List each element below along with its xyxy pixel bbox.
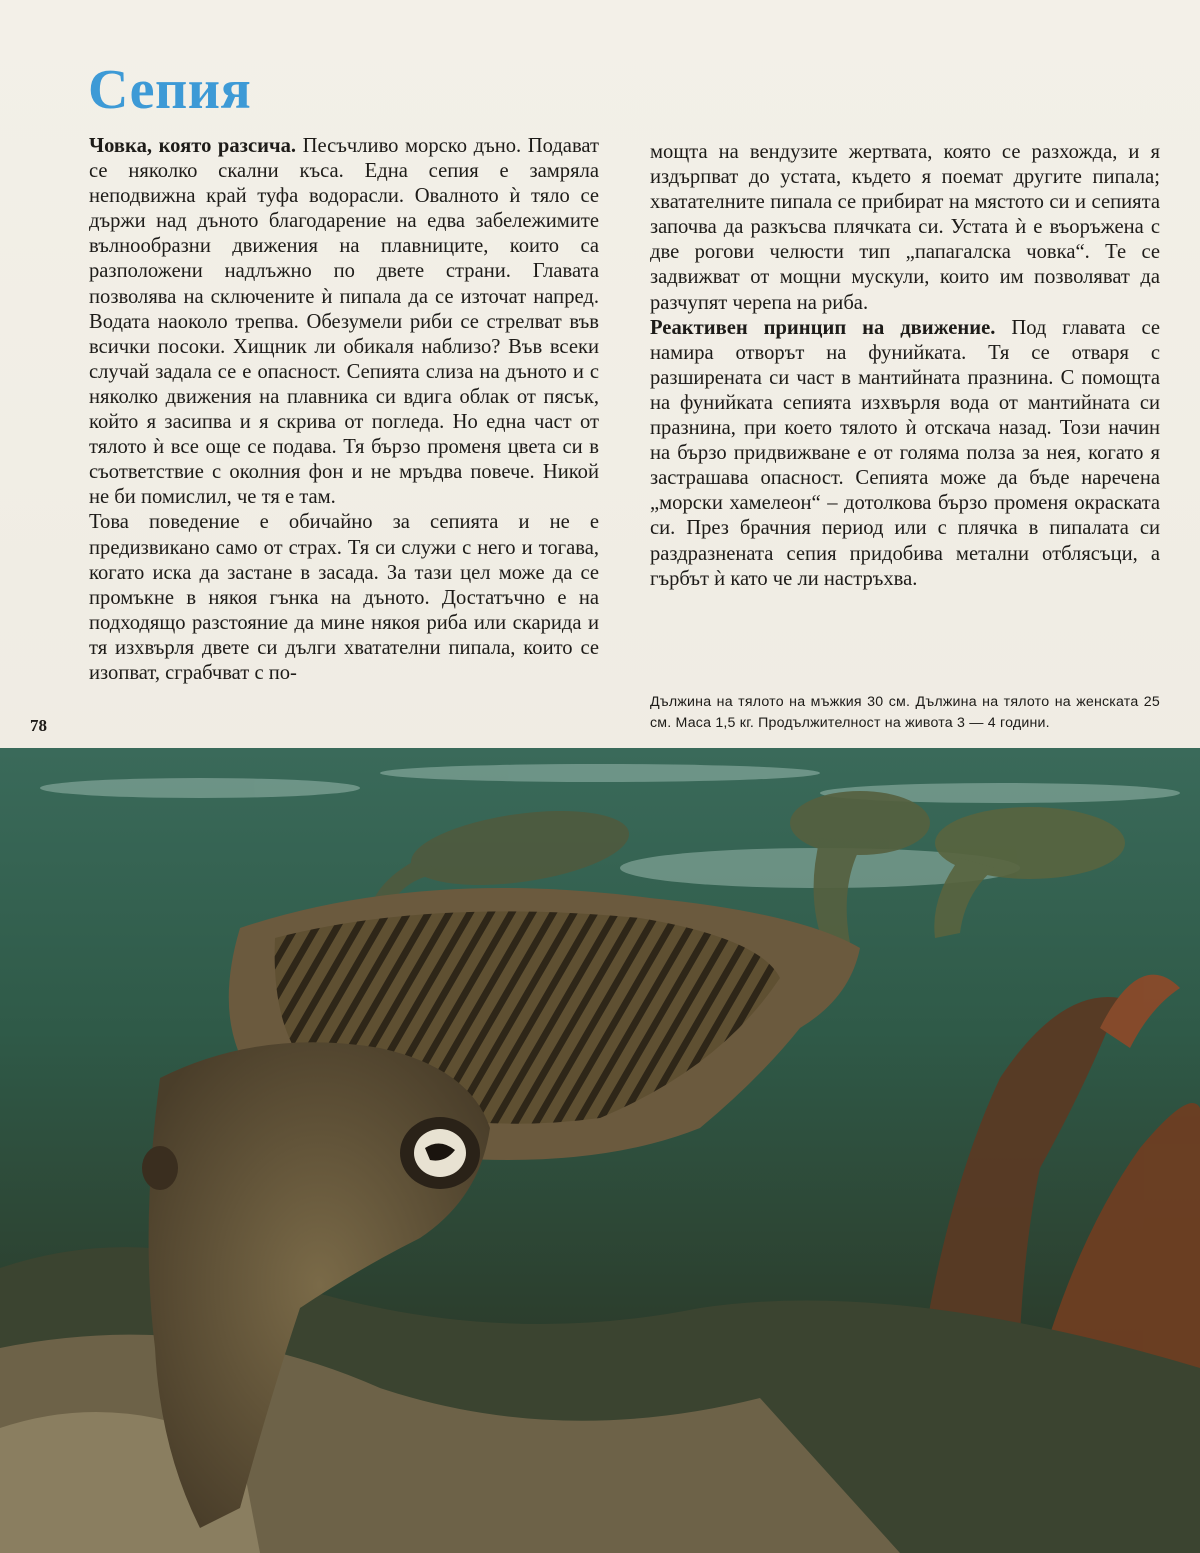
species-facts-caption: Дължина на тялото на мъжкия 30 см. Дължина на тялото на женската 25 см. Маса 1,5 кг. Продължителност на живота 3 — 4 години. <box>650 694 1160 731</box>
paragraph <box>89 134 599 510</box>
section-lead: Човка, която разсича. <box>89 135 297 157</box>
page-title: Сепия <box>88 59 252 121</box>
paragraph-text: Под главата се намира отворът на фунийката. Тя се отваря с разширената си част в мантийната празнина. С помощта на фунийката сепията изхвърля вода от мантийната си празнина, при което тялото ѝ отскача назад. Този начин на бързо придвижване е от голяма полза за нея, когато я застрашава опасност. Сепията може да бъде наречена „морски хамелеон“ – дотолкова бързо променя окраската си. През брачния период или с плячка в пипалата си раздразнената сепия придобива метални отблясъци, а гърбът ѝ като че ли настръхва. <box>650 316 1160 590</box>
paragraph-text: Песъчливо морско дъно. Подават се няколко скални къса. Една сепия е замряла неподвижна край туфа водорасли. Овалното ѝ тяло се държи над дъното благодарение на едва забележимите вълнообразни движения на плавниците, които са разположени надлъжно по двете страни. Главата позволява на сключените ѝ пипала да се източат напред. Водата наоколо трепва. Обезумели риби се стрелват във всички посоки. Хищник ли обикаля наблизо? Във всеки случай задала се е опасност. Сепията слиза на дъното и с няколко движения на плавника си вдига облак от пясък, който я засипва и я скрива от погледа. Но една част от тялото ѝ все още се подава. Тя бързо променя цвета си в съответствие с околния фон и не мръдва повече. Никой не би помислил, че тя е там. <box>89 135 600 509</box>
section-lead: Реактивен принцип на движение. <box>650 316 996 339</box>
paragraph-text: мощта на вендузите жертвата, която се разхожда, и я издърпват до устата, където я поемат другите пипала; хватателните пипала се прибират на мястото си и сепията започва да разкъсва плячката си. Устата ѝ е въоръжена с две рогови челюсти тип „папагалска човка“. Те се задвижват от мощни мускули, които им позволяват да разчупят черепа на риба. <box>650 141 1160 314</box>
underwater-scene-image <box>0 748 1200 1553</box>
paragraph-text: Това поведение е обичайно за сепията и не е предизвикано само от страх. Тя си служи с него и тогава, когато иска да застане в засада. За тази цел може да се промъкне в някоя гънка на дъното. Достатъчно е на подходящо разстояние да мине някоя риба или скарида и тя изхвърля двете си дълги хватателни пипала, които се изопват, сграбчват с по- <box>89 511 599 684</box>
cuttlefish-illustration <box>0 748 1200 1553</box>
page-number: 78 <box>30 716 47 735</box>
right-column <box>650 140 1160 592</box>
left-column <box>89 134 599 686</box>
paragraph <box>650 316 1160 592</box>
